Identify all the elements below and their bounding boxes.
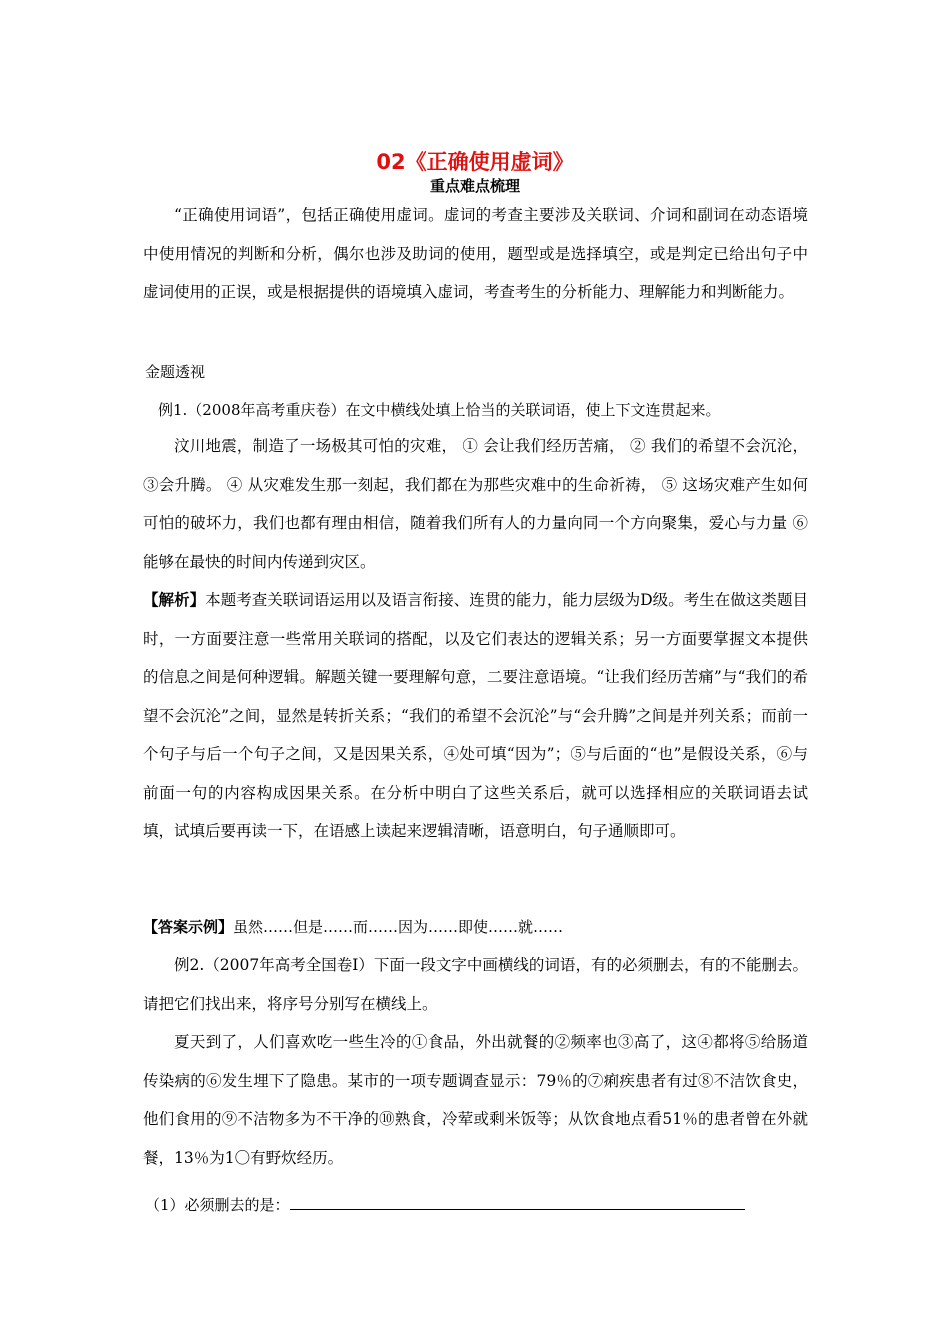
intro-paragraph: “正确使用词语”，包括正确使用虚词。虚词的考查主要涉及关联词、介词和副词在动态语境中使用情况的判断和分析，偶尔也涉及助词的使用，题型或是选择填空，或是判定已给出句子中虚词使用的正误，或是根据提供的语境填入虚词，考查考生的分析能力、理解能力和判断能力。 [143, 206, 808, 301]
analysis-text: 本题考查关联词语运用以及语言衔接、连贯的能力，能力层级为D级。考生在做这类题目时，一方面要注意一些常用关联词的搭配，以及它们表达的逻辑关系；另一方面要掌握文本提供的信息之间是何种逻辑。解题关键一要理解句意，二要注意语境。“让我们经历苦痛”与“我们的希望不会沉沦”之间，显然是转折关系；“我们的希望不会沉沦”与“会升腾”之间是并列关系；而前一个句子与后一个句子之间，又是因果关系，④处可填“因为”；⑤与后面的“也”是假设关系，⑥与前面一句的内容构成因果关系。在分析中明白了这些关系后，就可以选择相应的关联词语去试填，试填后要再读一下，在语感上读起来逻辑清晰，语意明白，句子通顺即可。 [143, 591, 808, 840]
answer-blank-line[interactable] [290, 1194, 745, 1210]
example1-answer [143, 915, 563, 939]
example2-passage: 夏天到了，人们喜欢吃一些生冷的①食品，外出就餐的②频率也③高了，这④都将⑤给肠道传染病的⑥发生埋下了隐患。某市的一项专题调查显示：79％的⑦痢疾患者有过⑧不洁饮食史，他们食用的⑨不洁物多为不干净的⑩熟食，冷荤或剩米饭等；从饮食地点看51％的患者曾在外就餐，13％为1〇有野炊经历。 [143, 1033, 808, 1167]
section-label: 金题透视 [145, 363, 206, 381]
example1-passage: 汶川地震，制造了一场极其可怕的灾难， ① 会让我们经历苦痛， ② 我们的希望不会沉沦， ③会升腾。 ④ 从灾难发生那一刻起，我们都在为那些灾难中的生命祈祷， ⑤ 这场灾难产生如何可怕的破坏力，我们也都有理由相信，随着我们所有人的力量向同一个方向聚集，爱心与力量 ⑥ 能够在最快的时间内传递到灾区。 [143, 437, 808, 571]
analysis-label: 【解析】 [143, 590, 206, 609]
answer-label: 【答案示例】 [143, 918, 234, 936]
answer-text: 虽然……但是……而……因为……即使……就…… [233, 918, 564, 936]
q1-label: （1）必须删去的是： [145, 1196, 290, 1214]
example1-analysis [143, 581, 808, 851]
example1-question: 例1.（2008年高考重庆卷）在文中横线处填上恰当的关联词语，使上下文连贯起来。 [158, 401, 721, 419]
example2-question: 例2.（2007年高考全国卷Ⅰ）下面一段文字中画横线的词语，有的必须删去，有的不能删去。请把它们找出来，将序号分别写在横线上。 [143, 956, 808, 1013]
section-heading: 重点难点梳理 [429, 177, 520, 195]
example2-q1 [145, 1193, 745, 1217]
document-title: 02《正确使用虚词》 [376, 150, 574, 174]
